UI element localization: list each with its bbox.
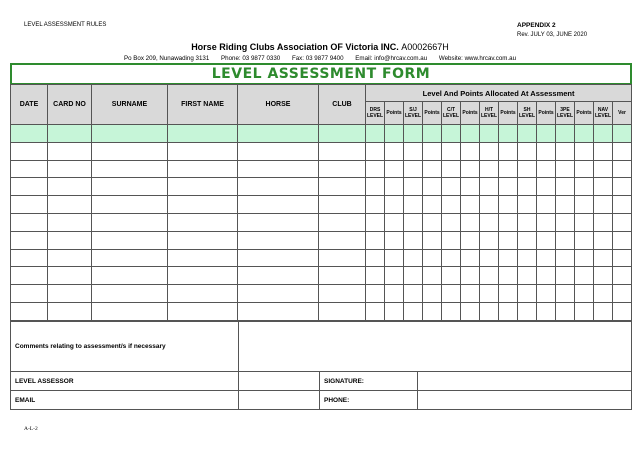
org-website: Website: www.hrcav.com.au — [438, 55, 517, 62]
sub-col-line1: Ver — [618, 110, 626, 116]
form-cell[interactable] — [556, 285, 575, 303]
form-cell[interactable] — [423, 213, 442, 231]
form-cell[interactable] — [461, 142, 480, 160]
form-cell[interactable] — [594, 142, 613, 160]
form-cell[interactable] — [575, 249, 594, 267]
form-cell[interactable] — [499, 267, 518, 285]
form-cell[interactable] — [537, 213, 556, 231]
form-cell[interactable] — [556, 213, 575, 231]
form-cell[interactable] — [423, 142, 442, 160]
form-cell[interactable] — [556, 267, 575, 285]
form-cell[interactable] — [575, 302, 594, 320]
form-cell[interactable] — [385, 249, 404, 267]
form-cell[interactable] — [48, 213, 92, 231]
sub-col-line1: DRS — [369, 107, 381, 113]
form-cell[interactable] — [613, 231, 632, 249]
form-cell[interactable] — [518, 267, 537, 285]
form-cell[interactable] — [385, 196, 404, 214]
form-cell[interactable] — [575, 196, 594, 214]
form-cell[interactable] — [385, 231, 404, 249]
form-cell[interactable] — [518, 249, 537, 267]
form-cell[interactable] — [423, 196, 442, 214]
form-cell[interactable] — [319, 125, 366, 143]
form-cell[interactable] — [518, 196, 537, 214]
form-row — [11, 302, 632, 320]
form-cell[interactable] — [92, 285, 168, 303]
form-cell[interactable] — [11, 249, 48, 267]
form-cell[interactable] — [366, 178, 385, 196]
sub-col-header — [423, 102, 442, 125]
form-cell[interactable] — [11, 267, 48, 285]
form-cell[interactable] — [404, 267, 423, 285]
revision-label: Rev. JULY 03, JUNE 2020 — [517, 32, 588, 38]
form-cell[interactable] — [499, 196, 518, 214]
form-cell[interactable] — [168, 196, 238, 214]
form-cell[interactable] — [594, 231, 613, 249]
form-cell[interactable] — [238, 302, 319, 320]
col-card-no: CARD NO — [48, 85, 92, 125]
sub-col-line2: LEVEL — [480, 113, 498, 119]
form-cell[interactable] — [238, 160, 319, 178]
form-cell[interactable] — [319, 285, 366, 303]
form-cell[interactable] — [556, 231, 575, 249]
form-cell[interactable] — [366, 125, 385, 143]
form-cell[interactable] — [11, 285, 48, 303]
sub-col-line1: Points — [538, 110, 554, 116]
signature-label: SIGNATURE: — [320, 372, 418, 391]
form-cell[interactable] — [404, 142, 423, 160]
form-title: LEVEL ASSESSMENT FORM — [10, 63, 632, 85]
sub-col-line2: LEVEL — [556, 113, 574, 119]
form-cell[interactable] — [404, 213, 423, 231]
form-cell[interactable] — [461, 160, 480, 178]
form-cell[interactable] — [575, 213, 594, 231]
form-row — [11, 285, 632, 303]
sub-col-line2: LEVEL — [594, 113, 612, 119]
form-cell[interactable] — [92, 249, 168, 267]
form-cell[interactable] — [594, 267, 613, 285]
form-cell[interactable] — [366, 302, 385, 320]
form-cell[interactable] — [480, 125, 499, 143]
form-cell[interactable] — [442, 196, 461, 214]
form-cell[interactable] — [385, 178, 404, 196]
email-label: EMAIL — [11, 391, 239, 410]
form-cell[interactable] — [48, 125, 92, 143]
form-cell[interactable] — [556, 142, 575, 160]
signature-field[interactable] — [418, 372, 632, 391]
form-cell[interactable] — [92, 196, 168, 214]
form-cell[interactable] — [537, 142, 556, 160]
form-cell[interactable] — [385, 142, 404, 160]
form-cell[interactable] — [404, 196, 423, 214]
form-cell[interactable] — [366, 249, 385, 267]
form-cell[interactable] — [499, 249, 518, 267]
sub-col-line1: H/T — [484, 107, 494, 113]
col-club: CLUB — [319, 85, 366, 125]
form-row — [11, 231, 632, 249]
form-cell[interactable] — [613, 125, 632, 143]
appendix-label: APPENDIX 2 — [517, 22, 556, 29]
form-cell[interactable] — [442, 160, 461, 178]
form-cell[interactable] — [48, 285, 92, 303]
form-cell[interactable] — [238, 213, 319, 231]
form-cell[interactable] — [48, 196, 92, 214]
form-cell[interactable] — [168, 213, 238, 231]
form-cell[interactable] — [319, 178, 366, 196]
form-cell[interactable] — [423, 160, 442, 178]
assessor-label: LEVEL ASSESSOR — [11, 372, 239, 391]
form-cell[interactable] — [556, 196, 575, 214]
form-cell[interactable] — [92, 125, 168, 143]
form-cell[interactable] — [594, 160, 613, 178]
doc-label: LEVEL ASSESSMENT RULES — [24, 22, 107, 28]
form-cell[interactable] — [518, 142, 537, 160]
form-cell[interactable] — [92, 267, 168, 285]
form-cell[interactable] — [461, 231, 480, 249]
form-cell[interactable] — [404, 125, 423, 143]
form-cell[interactable] — [366, 285, 385, 303]
sub-col-header — [480, 102, 499, 125]
form-cell[interactable] — [92, 178, 168, 196]
org-name: Horse Riding Clubs Association OF Victoria INC. — [191, 42, 399, 52]
sub-col-line2: LEVEL — [518, 113, 536, 119]
form-cell[interactable] — [168, 267, 238, 285]
form-cell[interactable] — [499, 178, 518, 196]
sub-col-line1: S/J — [409, 107, 417, 113]
contact-line — [0, 55, 640, 62]
form-cell[interactable] — [11, 178, 48, 196]
form-cell[interactable] — [575, 160, 594, 178]
form-cell[interactable] — [556, 302, 575, 320]
form-cell[interactable] — [319, 160, 366, 178]
form-cell[interactable] — [518, 285, 537, 303]
form-cell[interactable] — [11, 160, 48, 178]
org-address: Po Box 209, Nunawading 3131 — [123, 55, 210, 62]
org-abn: A0002667H — [401, 42, 449, 52]
form-cell[interactable] — [404, 302, 423, 320]
form-cell[interactable] — [613, 285, 632, 303]
form-cell[interactable] — [423, 267, 442, 285]
form-cell[interactable] — [461, 302, 480, 320]
form-cell[interactable] — [385, 125, 404, 143]
form-cell[interactable] — [319, 249, 366, 267]
form-cell[interactable] — [442, 231, 461, 249]
form-cell[interactable] — [11, 196, 48, 214]
form-cell[interactable] — [556, 125, 575, 143]
form-cell[interactable] — [385, 285, 404, 303]
sub-col-header — [442, 102, 461, 125]
form-cell[interactable] — [518, 231, 537, 249]
form-cell[interactable] — [537, 231, 556, 249]
org-fax: Fax: 03 9877 9400 — [291, 55, 344, 62]
form-cell[interactable] — [442, 213, 461, 231]
sub-col-header — [537, 102, 556, 125]
form-cell[interactable] — [238, 196, 319, 214]
form-cell[interactable] — [442, 142, 461, 160]
form-cell[interactable] — [168, 160, 238, 178]
form-cell[interactable] — [48, 178, 92, 196]
form-cell[interactable] — [423, 125, 442, 143]
form-cell[interactable] — [319, 302, 366, 320]
form-cell[interactable] — [92, 231, 168, 249]
form-cell[interactable] — [48, 231, 92, 249]
form-cell[interactable] — [461, 213, 480, 231]
form-cell[interactable] — [385, 160, 404, 178]
form-cell[interactable] — [613, 178, 632, 196]
form-cell[interactable] — [499, 142, 518, 160]
sub-col-line2: LEVEL — [442, 113, 460, 119]
form-cell[interactable] — [480, 285, 499, 303]
form-cell[interactable] — [499, 231, 518, 249]
form-cell[interactable] — [238, 125, 319, 143]
form-cell[interactable] — [594, 213, 613, 231]
sub-col-line1: Points — [386, 110, 402, 116]
form-cell[interactable] — [366, 142, 385, 160]
sub-col-header — [499, 102, 518, 125]
form-cell[interactable] — [92, 213, 168, 231]
form-cell[interactable] — [499, 160, 518, 178]
form-cell[interactable] — [518, 178, 537, 196]
form-cell[interactable] — [404, 160, 423, 178]
form-cell[interactable] — [480, 231, 499, 249]
form-cell[interactable] — [442, 178, 461, 196]
form-cell[interactable] — [92, 302, 168, 320]
comments-field[interactable] — [239, 322, 632, 372]
form-row — [11, 142, 632, 160]
form-cell[interactable] — [613, 142, 632, 160]
form-cell[interactable] — [11, 302, 48, 320]
form-cell[interactable] — [168, 178, 238, 196]
sub-col-header — [613, 102, 632, 125]
form-cell[interactable] — [423, 302, 442, 320]
comments-label: Comments relating to assessment/s if necessary — [11, 322, 239, 372]
form-row — [11, 160, 632, 178]
form-cell[interactable] — [238, 142, 319, 160]
form-cell[interactable] — [319, 142, 366, 160]
form-cell[interactable] — [613, 213, 632, 231]
form-cell[interactable] — [537, 178, 556, 196]
col-horse: HORSE — [238, 85, 319, 125]
form-cell[interactable] — [461, 249, 480, 267]
form-cell[interactable] — [11, 231, 48, 249]
form-cell[interactable] — [385, 267, 404, 285]
form-cell[interactable] — [480, 196, 499, 214]
col-first-name: FIRST NAME — [168, 85, 238, 125]
form-cell[interactable] — [48, 160, 92, 178]
form-cell[interactable] — [366, 160, 385, 178]
form-cell[interactable] — [499, 125, 518, 143]
form-cell[interactable] — [594, 249, 613, 267]
form-cell[interactable] — [423, 178, 442, 196]
form-cell[interactable] — [319, 231, 366, 249]
sub-col-line1: Points — [576, 110, 592, 116]
form-cell[interactable] — [168, 285, 238, 303]
form-cell[interactable] — [404, 249, 423, 267]
form-cell[interactable] — [480, 249, 499, 267]
form-cell[interactable] — [168, 125, 238, 143]
sub-col-header — [385, 102, 404, 125]
form-cell[interactable] — [575, 125, 594, 143]
form-cell[interactable] — [442, 267, 461, 285]
form-cell[interactable] — [499, 285, 518, 303]
form-row — [11, 196, 632, 214]
form-cell[interactable] — [518, 125, 537, 143]
phone-field[interactable] — [418, 391, 632, 410]
form-cell[interactable] — [319, 267, 366, 285]
form-row — [11, 178, 632, 196]
form-cell[interactable] — [613, 160, 632, 178]
form-cell[interactable] — [537, 249, 556, 267]
form-cell[interactable] — [385, 213, 404, 231]
form-cell[interactable] — [613, 302, 632, 320]
form-cell[interactable] — [594, 196, 613, 214]
sub-col-header — [556, 102, 575, 125]
form-cell[interactable] — [461, 285, 480, 303]
form-cell[interactable] — [423, 249, 442, 267]
form-cell[interactable] — [238, 231, 319, 249]
form-cell[interactable] — [480, 302, 499, 320]
form-cell[interactable] — [319, 196, 366, 214]
form-cell[interactable] — [575, 267, 594, 285]
form-cell[interactable] — [442, 285, 461, 303]
sub-col-line1: 3PE — [560, 107, 570, 113]
form-cell[interactable] — [168, 249, 238, 267]
form-cell[interactable] — [575, 178, 594, 196]
sub-col-line1: SH — [523, 107, 531, 113]
form-cell[interactable] — [92, 142, 168, 160]
col-surname: SURNAME — [92, 85, 168, 125]
form-cell[interactable] — [575, 231, 594, 249]
form-cell[interactable] — [518, 302, 537, 320]
form-cell[interactable] — [168, 231, 238, 249]
form-cell[interactable] — [461, 178, 480, 196]
form-cell[interactable] — [366, 231, 385, 249]
sub-col-line1: C/T — [446, 107, 456, 113]
form-cell[interactable] — [461, 267, 480, 285]
form-cell[interactable] — [594, 178, 613, 196]
form-cell[interactable] — [92, 160, 168, 178]
page-ref: A-L-2 — [24, 426, 38, 432]
form-cell[interactable] — [442, 249, 461, 267]
form-cell[interactable] — [480, 267, 499, 285]
form-cell[interactable] — [537, 125, 556, 143]
sub-col-header — [594, 102, 613, 125]
form-cell[interactable] — [613, 267, 632, 285]
form-cell[interactable] — [404, 178, 423, 196]
email-field[interactable] — [239, 391, 320, 410]
bottom-section — [10, 321, 632, 410]
form-cell[interactable] — [480, 160, 499, 178]
org-heading — [0, 42, 640, 52]
form-cell[interactable] — [168, 142, 238, 160]
sub-col-line1: Points — [462, 110, 478, 116]
form-cell[interactable] — [499, 213, 518, 231]
form-cell[interactable] — [556, 178, 575, 196]
sub-col-line2: LEVEL — [404, 113, 422, 119]
sub-col-header — [518, 102, 537, 125]
form-cell[interactable] — [366, 267, 385, 285]
form-cell[interactable] — [480, 178, 499, 196]
org-email: Email: info@hrcav.com.au — [355, 55, 428, 62]
form-cell[interactable] — [537, 196, 556, 214]
form-cell[interactable] — [594, 125, 613, 143]
assessor-field[interactable] — [239, 372, 320, 391]
form-cell[interactable] — [556, 249, 575, 267]
form-cell[interactable] — [238, 285, 319, 303]
form-cell[interactable] — [168, 302, 238, 320]
form-cell[interactable] — [404, 231, 423, 249]
form-cell[interactable] — [48, 142, 92, 160]
form-cell[interactable] — [11, 213, 48, 231]
sub-col-line1: Points — [424, 110, 440, 116]
sub-col-header — [404, 102, 423, 125]
form-cell[interactable] — [11, 125, 48, 143]
phone-label: PHONE: — [320, 391, 418, 410]
form-cell[interactable] — [423, 231, 442, 249]
sub-col-line1: NAV — [597, 107, 609, 113]
form-cell[interactable] — [48, 249, 92, 267]
col-level-group: Level And Points Allocated At Assessment — [366, 85, 632, 102]
form-cell[interactable] — [613, 249, 632, 267]
form-cell[interactable] — [238, 249, 319, 267]
form-row — [11, 267, 632, 285]
org-phone: Phone: 03 9877 0330 — [221, 55, 281, 62]
form-cell[interactable] — [556, 160, 575, 178]
form-cell[interactable] — [518, 213, 537, 231]
form-cell[interactable] — [11, 142, 48, 160]
assessment-grid — [10, 84, 632, 321]
col-date: DATE — [11, 85, 48, 125]
form-cell[interactable] — [575, 142, 594, 160]
form-row — [11, 249, 632, 267]
form-cell[interactable] — [461, 196, 480, 214]
form-cell[interactable] — [537, 160, 556, 178]
form-cell[interactable] — [461, 125, 480, 143]
form-cell[interactable] — [442, 302, 461, 320]
form-cell[interactable] — [537, 285, 556, 303]
form-cell[interactable] — [537, 302, 556, 320]
form-row — [11, 213, 632, 231]
form-cell[interactable] — [480, 142, 499, 160]
sub-col-header — [366, 102, 385, 125]
sub-col-header — [461, 102, 480, 125]
sub-col-line2: LEVEL — [366, 113, 384, 119]
form-cell[interactable] — [366, 213, 385, 231]
form-row — [11, 125, 632, 143]
form-cell[interactable] — [48, 302, 92, 320]
form-cell[interactable] — [480, 213, 499, 231]
form-cell[interactable] — [499, 302, 518, 320]
form-cell[interactable] — [385, 302, 404, 320]
form-cell[interactable] — [423, 285, 442, 303]
form-cell[interactable] — [404, 285, 423, 303]
form-cell[interactable] — [594, 285, 613, 303]
form-cell[interactable] — [613, 196, 632, 214]
form-cell[interactable] — [238, 178, 319, 196]
form-cell[interactable] — [518, 160, 537, 178]
form-cell[interactable] — [575, 285, 594, 303]
sub-col-header — [575, 102, 594, 125]
form-cell[interactable] — [48, 267, 92, 285]
form-cell[interactable] — [238, 267, 319, 285]
sub-col-line1: Points — [500, 110, 516, 116]
form-cell[interactable] — [366, 196, 385, 214]
form-cell[interactable] — [537, 267, 556, 285]
form-cell[interactable] — [442, 125, 461, 143]
form-cell[interactable] — [319, 213, 366, 231]
form-cell[interactable] — [594, 302, 613, 320]
